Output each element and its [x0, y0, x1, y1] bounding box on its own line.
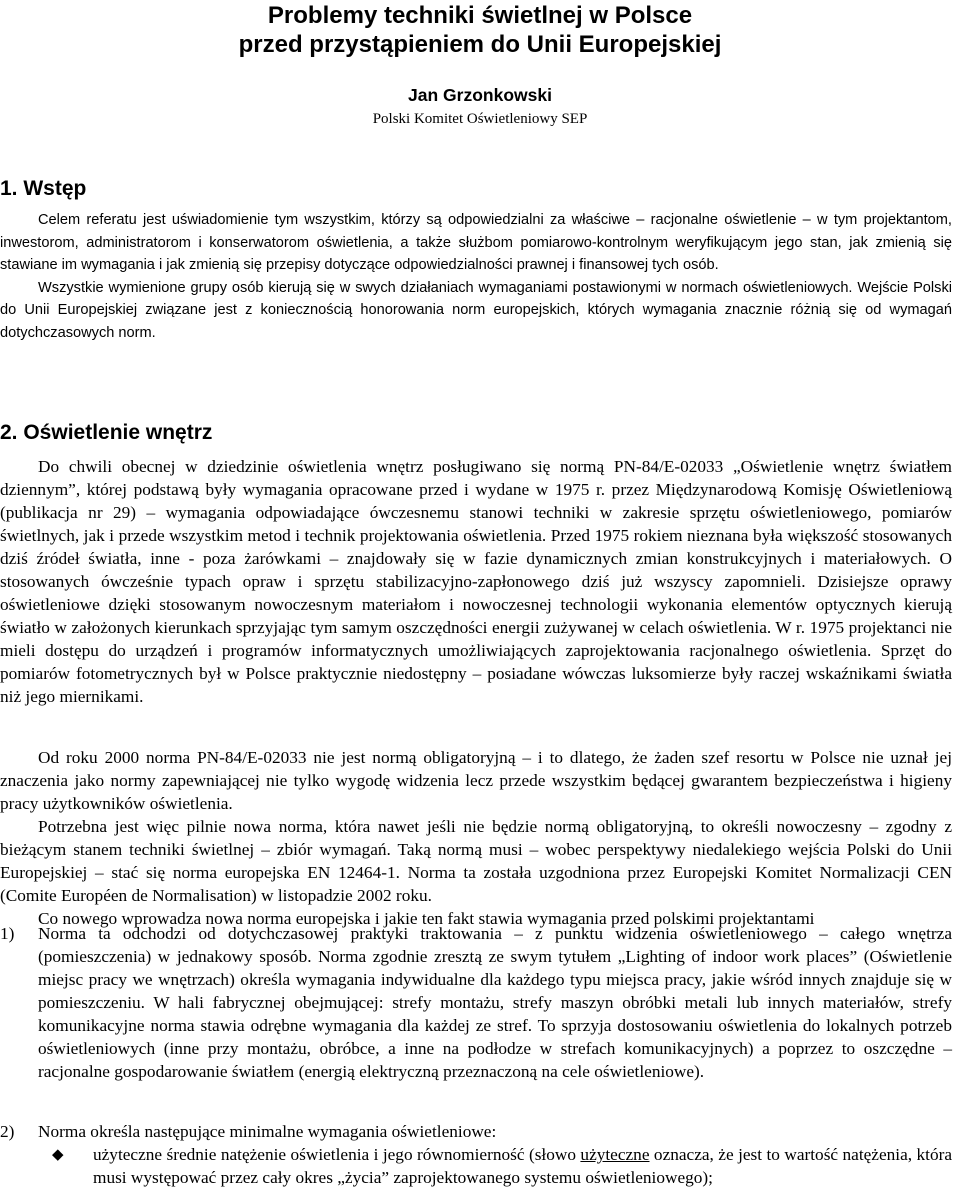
bullet-item-text [93, 1143, 952, 1189]
section-1-paragraph-1: Celem referatu jest uświadomienie tym wszystkim, którzy są odpowiedzialni za właściwe – racjonalne oświetlenie – w tym projektantom, inwestorom, administratorom i konserwatorom oświetlenia, a także służbom pomiarowo-kontrolnym weryfikującym jego stan, jak zmienią się stawiane im wymagania i jak zmienią się przepisy dotyczące odpowiedzialności prawnej i finansowej tych osób. [0, 212, 952, 273]
section-1-heading: 1. Wstęp [0, 177, 87, 200]
section-2-heading: 2. Oświetlenie wnętrz [0, 421, 213, 444]
section-2-paragraph-2: Od roku 2000 norma PN-84/E-02033 nie jest normą obligatoryjną – i to dlatego, że żaden szef resortu w Polsce nie uznał jej znaczenia jako normy zapewniającej nie tylko wygodę widzenia lecz przede wszystkim będącej gwarantem bezpieczeństwa i higieny pracy użytkowników oświetlenia. [0, 748, 952, 813]
section-1-paragraph-2: Wszystkie wymienione grupy osób kierują się w swych działaniach wymaganiami postawionymi w normach oświetleniowych. Wejście Polski do Unii Europejskiej związane jest z koniecznością honorowania norm europejskich, których wymagania znacznie różnią się od wymagań dotychczasowych norm. [0, 279, 952, 341]
bullet-text-end: oznacza, że jest to wartość natężenia, która musi występować przez cały okres „życia” zaprojektowanego systemu oświetleniowego); [93, 1145, 953, 1187]
document-title-line-2: przed przystąpieniem do Unii Europejskiej [238, 31, 722, 58]
section-2-paragraph-4: Co nowego wprowadza nowa norma europejska i jakie ten fakt stawia wymagania przed polskimi projektantami [38, 909, 815, 928]
numbered-list-item-1 [0, 922, 952, 1083]
bullet-text-start: użyteczne średnie natężenie oświetlenia i jego równomierność (słowo [93, 1145, 581, 1164]
document-title-line-1: Problemy techniki świetlnej w Polsce [267, 2, 693, 29]
section-2-paragraph-3: Potrzebna jest więc pilnie nowa norma, która nawet jeśli nie będzie normą obligatoryjną, to określi nowoczesny – zgodny z bieżącym stanem techniki świetlnej – zbiór wymagań. Taką normą musi – wobec perspektywy niedalekiego wejścia Polski do Unii Europejskiej – stać się norma europejska EN 12464-1. Norma ta została uzgodniona przez Europejski Komitet Normalizacji CEN (Comite Européen de Normalisation) w listopadzie 2002 roku. [0, 817, 952, 905]
list-item-text: Norma ta odchodzi od dotychczasowej praktyki traktowania – z punktu widzenia oświetleniowego – całego wnętrza (pomieszczenia) w jednakowy sposób. Norma zgodnie zresztą ze swym tytułem „Lighting of indoor work places” (Oświetlenie miejsc pracy we wnętrzach) określa wymagania indywidualne dla każdego typu miejsca pracy, jakie wśród innych znajduje się w pomieszczeniu. W hali fabrycznej obejmującej: strefy montażu, strefy maszyn obróbki metali lub innych materiałów, strefy komunikacyjne norma stawia odrębne wymagania dla każdej ze stref. To sprzyja dostosowaniu oświetlenia do lokalnych potrzeb oświetleniowych (inne przy montażu, obróbce, a inne na podłodze w strefach komunikacyjnych) a poprzez to oszczędne – racjonalne gospodarowanie światłem (energią elektryczną przeznaczoną na cele oświetleniowe). [38, 924, 952, 1081]
section-2-body-continued [0, 746, 952, 930]
list-number: 1) [0, 924, 15, 943]
section-1-body [0, 209, 952, 344]
bullet-list-item-1 [0, 1143, 952, 1189]
diamond-bullet-icon: ◆ [52, 1145, 64, 1163]
list-number: 2) [0, 1122, 15, 1141]
numbered-list-item-2 [0, 1120, 952, 1143]
author-name: Jan Grzonkowski [408, 85, 552, 105]
list-item-text: Norma określa następujące minimalne wymagania oświetleniowe: [38, 1122, 497, 1141]
underlined-term: użyteczne [580, 1145, 650, 1164]
section-2-paragraph-1: Do chwili obecnej w dziedzinie oświetlenia wnętrz posługiwano się normą PN-84/E-02033 „Oświetlenie wnętrz światłem dziennym”, której podstawą były wymagania opracowane przed i wydane w 1975 r. przez Międzynarodową Komisję Oświetleniową (publikacja nr 29) – wymagania odpowiadające ówczesnemu stanowi techniki w zakresie sprzętu oświetleniowego, pomiarów świetlnych, jak i przede wszystkim metod i technik projektowania oświetlenia. Przed 1975 rokiem nieznana była większość stosowanych dziś źródeł światła, inne - poza żarówkami – znajdowały się w fazie dynamicznych zmian konstrukcyjnych i materiałowych. O stosowanych ówcześnie typach opraw i sprzętu stabilizacyjno-zapłonowego dziś już wszyscy zapomnieli. Dzisiejsze oprawy oświetleniowe dzięki stosowanym nowoczesnym materiałom i nowoczesnej technologii wykonania elementów optycznych kierują światło w założonych kierunkach sprzyjając tym samym oszczędności energii zużywanej w celach oświetlenia. W r. 1975 projektanci nie mieli dostępu do urządzeń i programów informatycznych umożliwiających zaprojektowania racjonalnego oświetlenia. Sprzęt do pomiarów fotometrycznych był w Polsce praktycznie niedostępny – posiadane wówczas luksomierze były raczej wskaźnikami światła niż jego miernikami. [0, 457, 952, 706]
section-2-body [0, 455, 952, 708]
author-affiliation: Polski Komitet Oświetleniowy SEP [372, 111, 588, 127]
